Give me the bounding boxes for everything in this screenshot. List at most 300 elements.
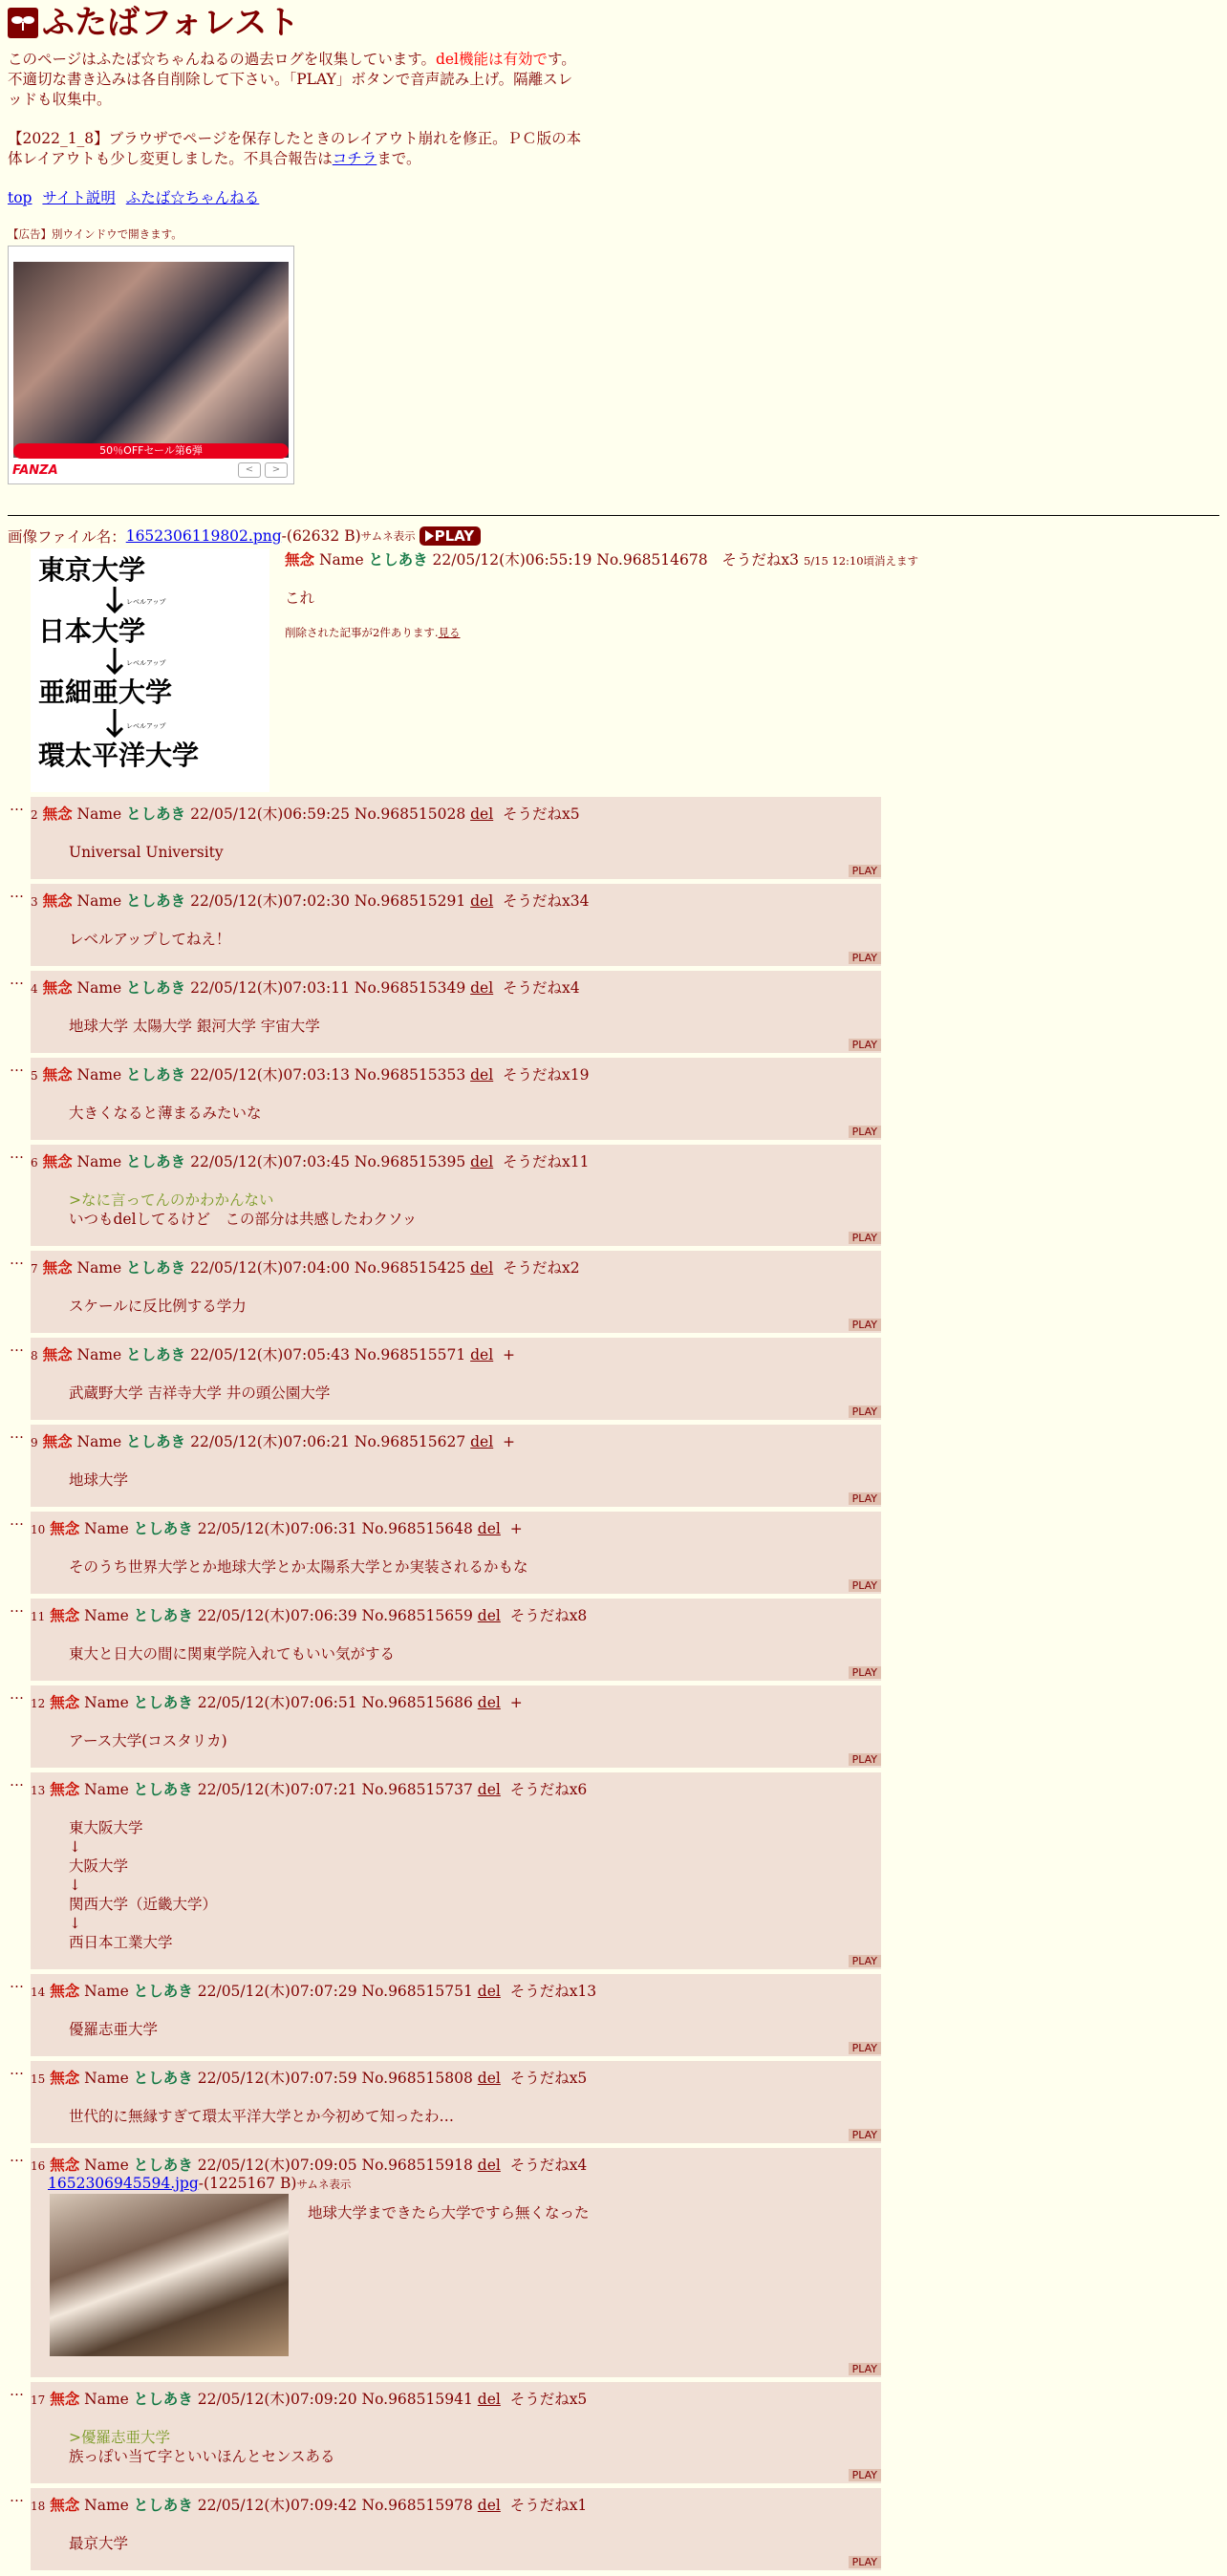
reply-number: 17 xyxy=(31,2394,46,2407)
reply-text-line: アース大学(コスタリカ) xyxy=(69,1732,227,1750)
ad-prev-button[interactable]: < xyxy=(238,462,261,478)
intro-part2: す。不適切な書き込みは各自削除して下さい。「PLAY」ボタンで音声読み上げ。隔離スレッドも収集中。 xyxy=(8,51,576,108)
reply-name: としあき xyxy=(133,2496,193,2514)
op-expire: 5/15 12:10頃消えます xyxy=(803,554,919,568)
reply-post xyxy=(31,884,881,966)
reply-name-label: Name xyxy=(76,805,122,823)
nav-top-link[interactable]: top xyxy=(8,189,32,206)
reply-quote: >優羅志亜大学 xyxy=(69,2429,170,2446)
site-header xyxy=(8,6,1219,40)
reply-post xyxy=(31,2382,881,2483)
reply-date: 22/05/12(木)07:03:11 xyxy=(190,979,350,997)
reply-number: 12 xyxy=(31,1697,46,1710)
reply-no[interactable]: No.968515686 xyxy=(361,1694,473,1711)
reply-post xyxy=(31,1599,881,1681)
reply-name: としあき xyxy=(126,891,186,910)
reply-row xyxy=(8,2061,1219,2143)
ad-banner[interactable] xyxy=(8,246,294,484)
reply-header xyxy=(31,1604,881,1625)
reply-no[interactable]: No.968515627 xyxy=(354,1433,466,1450)
del-link[interactable]: del xyxy=(470,1259,494,1277)
reply-text-line: 西日本工業大学 xyxy=(69,1934,173,1951)
reply-name-label: Name xyxy=(84,1983,129,2000)
reply-row xyxy=(8,1772,1219,1969)
show-deleted-link[interactable]: 見る xyxy=(438,626,461,639)
update-notice xyxy=(8,129,591,169)
reply-dots: … xyxy=(10,1599,24,1616)
reply-header xyxy=(31,1430,881,1451)
reply-body xyxy=(69,930,881,949)
img-line-1: 東京大学 xyxy=(38,554,146,586)
reply-body xyxy=(69,1557,881,1577)
reply-name-label: Name xyxy=(84,1694,129,1711)
reply-subject: 無念 xyxy=(42,1432,73,1450)
reply-no[interactable]: No.968515918 xyxy=(361,2157,473,2174)
reply-file-size: -(1225167 B) xyxy=(198,2175,297,2192)
reply-body xyxy=(69,2020,881,2039)
reply-number: 2 xyxy=(31,808,38,822)
reply-soudane[interactable]: そうだねx34 xyxy=(503,892,590,910)
reply-row xyxy=(8,971,1219,1053)
reply-date: 22/05/12(木)07:04:00 xyxy=(190,1259,350,1277)
reply-subject: 無念 xyxy=(50,1606,80,1624)
reply-post xyxy=(31,797,881,879)
reply-play-button[interactable]: PLAY xyxy=(849,2042,881,2054)
reply-post xyxy=(31,1058,881,1140)
reply-soudane[interactable]: そうだねx1 xyxy=(509,2497,588,2514)
reply-subject: 無念 xyxy=(42,1345,73,1363)
reply-text-line: ↓ xyxy=(69,1838,81,1856)
reply-text-line: Universal University xyxy=(69,844,224,861)
img-arrow-label-2: レベルアップ xyxy=(126,659,166,667)
reply-name-label: Name xyxy=(84,2157,129,2174)
reply-text-line: いつもdelしてるけど この部分は共感したわクソッ xyxy=(69,1211,418,1228)
reply-text-line: 大きくなると薄まるみたいな xyxy=(69,1105,262,1122)
op-file-info xyxy=(8,526,1219,547)
reply-post xyxy=(31,971,881,1053)
del-link[interactable]: del xyxy=(477,2070,501,2087)
notice-tail: まで。 xyxy=(377,150,421,167)
nav-futaba-link[interactable]: ふたば☆ちゃんねる xyxy=(125,189,260,206)
reply-header xyxy=(31,977,881,998)
reply-soudane[interactable]: そうだねx5 xyxy=(509,2070,588,2087)
op-thumbnail[interactable] xyxy=(31,548,269,792)
reply-body xyxy=(69,1017,881,1036)
site-title: ふたばフォレスト xyxy=(42,4,300,42)
reply-date: 22/05/12(木)07:07:21 xyxy=(197,1781,357,1798)
reply-no[interactable]: No.968515425 xyxy=(354,1259,466,1277)
reply-header xyxy=(31,1980,881,2001)
reply-header xyxy=(31,890,881,911)
reply-name: としあき xyxy=(133,2390,193,2408)
reply-body xyxy=(69,2428,881,2466)
reply-number: 6 xyxy=(31,1156,38,1170)
reply-text-line: 世代的に無縁すぎて環太平洋大学とか今初めて知ったわ… xyxy=(69,2108,455,2125)
reply-soudane[interactable]: + xyxy=(509,1520,523,1537)
img-arrow-label-1: レベルアップ xyxy=(126,598,166,606)
reply-play-button[interactable]: PLAY xyxy=(849,1406,881,1418)
reply-name-label: Name xyxy=(84,1607,129,1624)
del-link[interactable]: del xyxy=(470,1153,494,1170)
reply-subject: 無念 xyxy=(50,1780,80,1798)
reply-name: としあき xyxy=(133,1693,193,1711)
reply-number: 9 xyxy=(31,1436,38,1449)
reply-body xyxy=(69,2534,881,2553)
reply-post xyxy=(31,1974,881,2056)
reply-post xyxy=(31,1772,881,1969)
reply-date: 22/05/12(木)07:07:59 xyxy=(197,2070,357,2087)
reply-name-label: Name xyxy=(84,1520,129,1537)
reply-row xyxy=(8,1338,1219,1420)
reply-list-tail xyxy=(8,2382,1219,2570)
reply-no[interactable]: No.968515028 xyxy=(354,805,466,823)
reply-name: としあき xyxy=(126,1152,186,1170)
reply-name: としあき xyxy=(126,805,186,823)
reply-name-label: Name xyxy=(76,892,122,910)
reply-play-button[interactable]: PLAY xyxy=(849,1492,881,1505)
reply-soudane[interactable]: + xyxy=(503,1346,516,1363)
reply-body xyxy=(69,843,881,862)
reply-soudane[interactable]: そうだねx8 xyxy=(509,1607,588,1624)
reply-body xyxy=(69,1297,881,1316)
reply-no[interactable]: No.968515751 xyxy=(361,1983,473,2000)
reply-play-button[interactable]: PLAY xyxy=(849,2129,881,2141)
reply-file-link[interactable]: 1652306945594.jpg xyxy=(48,2175,199,2192)
reply-date: 22/05/12(木)07:07:29 xyxy=(197,1983,357,2000)
reply-dots: … xyxy=(10,971,24,988)
reply-header xyxy=(31,2494,881,2515)
intro-text xyxy=(8,50,581,110)
reply-no[interactable]: No.968515395 xyxy=(354,1153,466,1170)
reply-subject: 無念 xyxy=(42,1065,73,1084)
reply-dots: … xyxy=(10,1974,24,1991)
reply-body xyxy=(69,1104,881,1123)
reply-subject: 無念 xyxy=(42,1258,73,1277)
del-link[interactable]: del xyxy=(477,1781,501,1798)
reply-row xyxy=(8,1425,1219,1507)
deleted-note xyxy=(285,625,918,640)
reply-row xyxy=(8,2488,1219,2570)
reply-header xyxy=(31,2067,881,2088)
reply-soudane[interactable]: そうだねx2 xyxy=(503,1259,580,1277)
reply-text-line: レベルアップしてねえ！ xyxy=(69,931,231,948)
del-link[interactable]: del xyxy=(477,1983,501,2000)
reply-name: としあき xyxy=(133,1982,193,2000)
reply-name-label: Name xyxy=(76,1066,122,1084)
reply-soudane[interactable]: そうだねx13 xyxy=(509,1983,597,2000)
reply-soudane[interactable]: そうだねx4 xyxy=(509,2157,588,2174)
reply-no[interactable]: No.968515978 xyxy=(361,2497,473,2514)
reply-text-line: 地球大学 xyxy=(69,1471,129,1489)
reply-play-button[interactable]: PLAY xyxy=(849,952,881,964)
reply-play-button[interactable]: PLAY xyxy=(849,1955,881,1967)
del-link[interactable]: del xyxy=(470,1066,494,1084)
reply-soudane[interactable]: そうだねx5 xyxy=(509,2391,588,2408)
reply-subject: 無念 xyxy=(42,805,73,823)
reply-name-label: Name xyxy=(84,2497,129,2514)
nav-about-link[interactable]: サイト説明 xyxy=(42,189,116,206)
reply-name: としあき xyxy=(126,1345,186,1363)
ad-note: 【広告】別ウインドウで開きます。 xyxy=(8,227,183,241)
reply-date: 22/05/12(木)06:59:25 xyxy=(190,805,350,823)
reply-name-label: Name xyxy=(76,1153,122,1170)
reply-post xyxy=(31,1685,881,1768)
reply-date: 22/05/12(木)07:05:43 xyxy=(190,1346,350,1363)
reply-play-button[interactable]: PLAY xyxy=(849,1579,881,1592)
op-subject: 無念 xyxy=(285,550,315,569)
reply-body xyxy=(69,2107,881,2126)
reply-no[interactable]: No.968515737 xyxy=(361,1781,473,1798)
reply-list xyxy=(8,797,1219,2143)
op-number[interactable]: No.968514678 xyxy=(596,551,708,569)
reply-post xyxy=(31,1338,881,1420)
reply-no[interactable]: No.968515571 xyxy=(354,1346,466,1363)
ad-brand-logo: FANZA xyxy=(12,463,58,478)
intro-del-note: del機能は有効で xyxy=(435,51,549,68)
reply-name: としあき xyxy=(133,1519,193,1537)
del-link[interactable]: del xyxy=(477,1607,501,1624)
reply-number: 11 xyxy=(31,1610,46,1623)
reply-play-button[interactable]: PLAY xyxy=(849,2363,881,2375)
reply-no[interactable]: No.968515941 xyxy=(361,2391,473,2408)
del-link[interactable]: del xyxy=(470,805,494,823)
reply-dots: … xyxy=(10,2148,24,2165)
op-date: 22/05/12(木)06:55:19 xyxy=(432,551,592,569)
reply-date: 22/05/12(木)07:06:51 xyxy=(197,1694,357,1711)
reply-thumbnail[interactable] xyxy=(50,2194,289,2356)
intro-part1: このページはふたば☆ちゃんねるの過去ログを収集しています。 xyxy=(8,51,436,68)
reply-header xyxy=(31,1778,881,1799)
reply-dots: … xyxy=(10,1058,24,1075)
reply-text-line: 地球大学 太陽大学 銀河大学 宇宙大学 xyxy=(69,1018,320,1035)
ad-sale-label[interactable]: 50％OFFセール第6弾 xyxy=(13,443,289,459)
reply-text-line: 東大と日大の間に関東学院入れてもいい気がする xyxy=(69,1645,396,1663)
reply-soudane[interactable]: そうだねx19 xyxy=(503,1066,590,1084)
reply-name: としあき xyxy=(133,2069,193,2087)
deleted-note-text: 削除された記事が2件あります. xyxy=(285,626,439,639)
del-link[interactable]: del xyxy=(477,2497,501,2514)
reply-no[interactable]: No.968515648 xyxy=(361,1520,473,1537)
reply-name-label: Name xyxy=(76,1346,122,1363)
reply-body xyxy=(69,1731,881,1750)
reply-subject: 無念 xyxy=(50,2156,80,2174)
reply-no[interactable]: No.968515659 xyxy=(361,1607,473,1624)
op-soudane[interactable]: そうだねx3 xyxy=(721,551,799,569)
reply-date: 22/05/12(木)07:03:45 xyxy=(190,1153,350,1170)
reply-file-info xyxy=(48,2175,881,2192)
reply-thumb-toggle[interactable]: サムネ表示 xyxy=(296,2178,352,2191)
reply-date: 22/05/12(木)07:09:42 xyxy=(197,2497,357,2514)
reply-date: 22/05/12(木)07:06:21 xyxy=(190,1433,350,1450)
op-play-button[interactable] xyxy=(420,526,482,546)
reply-no[interactable]: No.968515808 xyxy=(361,2070,473,2087)
reply-post xyxy=(31,1251,881,1333)
reply-number: 8 xyxy=(31,1349,38,1363)
reply-play-button[interactable]: PLAY xyxy=(849,1232,881,1244)
reply-no[interactable]: No.968515349 xyxy=(354,979,466,997)
reply-header xyxy=(31,803,881,824)
reply-dots: … xyxy=(10,1685,24,1703)
reply-name: としあき xyxy=(133,1780,193,1798)
reply-name-label: Name xyxy=(76,979,122,997)
reply-subject: 無念 xyxy=(42,1152,73,1170)
op-file-link[interactable]: 1652306119802.png xyxy=(125,527,282,545)
del-link[interactable]: del xyxy=(470,979,494,997)
reply-date: 22/05/12(木)07:06:31 xyxy=(197,1520,357,1537)
reply-dots: … xyxy=(10,1425,24,1442)
reply-date: 22/05/12(木)07:06:39 xyxy=(197,1607,357,1624)
del-link[interactable]: del xyxy=(470,892,494,910)
reply-dots: … xyxy=(10,2488,24,2505)
reply-soudane[interactable]: + xyxy=(509,1694,523,1711)
reply-name-label: Name xyxy=(84,2070,129,2087)
reply-row xyxy=(8,1145,1219,1246)
reply-number: 4 xyxy=(31,982,38,996)
reply-text-line: ↓ xyxy=(69,1877,81,1894)
reply-number: 13 xyxy=(31,1784,46,1797)
reply-text-line: ↓ xyxy=(69,1915,81,1932)
reply-number: 10 xyxy=(31,1523,46,1536)
reply-row xyxy=(8,1512,1219,1594)
op-body-text: これ xyxy=(285,590,315,607)
op-file-size: -(62632 B) xyxy=(281,527,361,545)
del-link[interactable]: del xyxy=(470,1346,494,1363)
file-label: 画像ファイル名： xyxy=(8,528,126,546)
reply-text-line: 優羅志亜大学 xyxy=(69,2021,159,2038)
reply-soudane[interactable]: そうだねx6 xyxy=(509,1781,588,1798)
reply-soudane[interactable]: + xyxy=(503,1433,516,1450)
reply-name-label: Name xyxy=(76,1259,122,1277)
reply-date: 22/05/12(木)07:09:05 xyxy=(197,2157,357,2174)
reply-body xyxy=(69,1818,881,1952)
reply-dots: … xyxy=(10,797,24,814)
reply-text-line: 東大阪大学 xyxy=(69,1819,143,1836)
report-link[interactable]: コチラ xyxy=(332,150,377,167)
play-icon xyxy=(423,529,435,543)
op-name: としあき xyxy=(368,550,428,569)
reply-number: 3 xyxy=(31,895,38,909)
reply-no[interactable]: No.968515353 xyxy=(354,1066,466,1084)
reply-row xyxy=(8,1685,1219,1768)
reply-soudane[interactable]: そうだねx4 xyxy=(503,979,580,997)
reply-date: 22/05/12(木)07:02:30 xyxy=(190,892,350,910)
reply-subject: 無念 xyxy=(50,1519,80,1537)
reply-name-label: Name xyxy=(84,1781,129,1798)
reply-name: としあき xyxy=(126,978,186,997)
del-link[interactable]: del xyxy=(477,2391,501,2408)
reply-subject: 無念 xyxy=(42,891,73,910)
reply-name-label: Name xyxy=(76,1433,122,1450)
reply-header xyxy=(31,1256,881,1277)
reply-post xyxy=(31,2488,881,2570)
reply-post xyxy=(31,1425,881,1507)
reply-name-label: Name xyxy=(84,2391,129,2408)
thumb-toggle[interactable]: サムネ表示 xyxy=(360,529,416,543)
reply-text-line: 関西大学（近畿大学） xyxy=(69,1896,218,1913)
divider xyxy=(8,515,1219,516)
reply-post xyxy=(31,2148,881,2377)
reply-row xyxy=(8,2382,1219,2483)
reply-subject: 無念 xyxy=(50,2390,80,2408)
img-line-4: 環太平洋大学 xyxy=(38,740,200,771)
reply-play-button[interactable]: PLAY xyxy=(849,865,881,877)
reply-row xyxy=(8,1058,1219,1140)
reply-post xyxy=(31,2061,881,2143)
reply-number: 5 xyxy=(31,1069,38,1083)
reply-play-button[interactable]: PLAY xyxy=(849,1126,881,1138)
reply-name: としあき xyxy=(126,1065,186,1084)
reply-row xyxy=(8,1251,1219,1333)
img-line-2: 日本大学 xyxy=(38,615,146,647)
reply-body-text: 地球大学まできたら大学ですら無くなった xyxy=(308,2204,590,2222)
op-header xyxy=(285,548,918,569)
del-link[interactable]: del xyxy=(470,1433,494,1450)
site-logo-icon xyxy=(8,8,38,38)
reply-text-line: 族っぽい当て字といいほんとセンスある xyxy=(69,2448,335,2465)
reply-row xyxy=(8,2148,1219,2377)
reply-dots: … xyxy=(10,1251,24,1268)
reply-play-button[interactable]: PLAY xyxy=(849,2556,881,2568)
reply-row xyxy=(8,1599,1219,1681)
reply-dots: … xyxy=(10,1512,24,1529)
reply-dots: … xyxy=(10,1338,24,1355)
reply-text-line: スケールに反比例する学力 xyxy=(69,1298,247,1315)
ad-image[interactable] xyxy=(13,262,289,458)
reply-row xyxy=(8,1974,1219,2056)
reply-play-button[interactable]: PLAY xyxy=(849,1039,881,1051)
reply-name: としあき xyxy=(126,1258,186,1277)
reply-row xyxy=(8,797,1219,879)
reply-play-button[interactable]: PLAY xyxy=(849,1753,881,1766)
reply-subject: 無念 xyxy=(50,1982,80,2000)
reply-soudane[interactable]: そうだねx5 xyxy=(503,805,580,823)
reply-header xyxy=(31,1517,881,1538)
reply-dots: … xyxy=(10,2382,24,2399)
reply-body xyxy=(69,1384,881,1403)
reply-dots: … xyxy=(10,2061,24,2078)
reply-name: としあき xyxy=(126,1432,186,1450)
reply-date: 22/05/12(木)07:09:20 xyxy=(197,2391,357,2408)
reply-header xyxy=(31,1343,881,1364)
reply-date: 22/05/12(木)07:03:13 xyxy=(190,1066,350,1084)
reply-dots: … xyxy=(10,884,24,901)
reply-name: としあき xyxy=(133,2156,193,2174)
reply-header xyxy=(31,1691,881,1712)
del-link[interactable]: del xyxy=(477,2157,501,2174)
reply-header xyxy=(31,2388,881,2409)
del-link[interactable]: del xyxy=(477,1694,501,1711)
reply-subject: 無念 xyxy=(50,1693,80,1711)
reply-subject: 無念 xyxy=(42,978,73,997)
del-link[interactable]: del xyxy=(477,1520,501,1537)
reply-number: 15 xyxy=(31,2072,46,2086)
reply-header xyxy=(31,1150,881,1171)
reply-play-button[interactable]: PLAY xyxy=(849,2469,881,2481)
reply-header xyxy=(31,2154,881,2175)
reply-play-button[interactable]: PLAY xyxy=(849,1319,881,1331)
reply-no[interactable]: No.968515291 xyxy=(354,892,466,910)
ad-next-button[interactable]: > xyxy=(265,462,288,478)
reply-soudane[interactable]: そうだねx11 xyxy=(503,1153,590,1170)
op-name-label: Name xyxy=(318,551,364,569)
reply-header xyxy=(31,1063,881,1084)
reply-number: 14 xyxy=(31,1986,46,1999)
reply-text-line: そのうち世界大学とか地球大学とか太陽系大学とか実装されるかもな xyxy=(69,1558,528,1576)
reply-text-line: 大阪大学 xyxy=(69,1857,129,1875)
reply-play-button[interactable]: PLAY xyxy=(849,1666,881,1679)
reply-number: 7 xyxy=(31,1262,38,1276)
op-post xyxy=(8,548,1219,792)
